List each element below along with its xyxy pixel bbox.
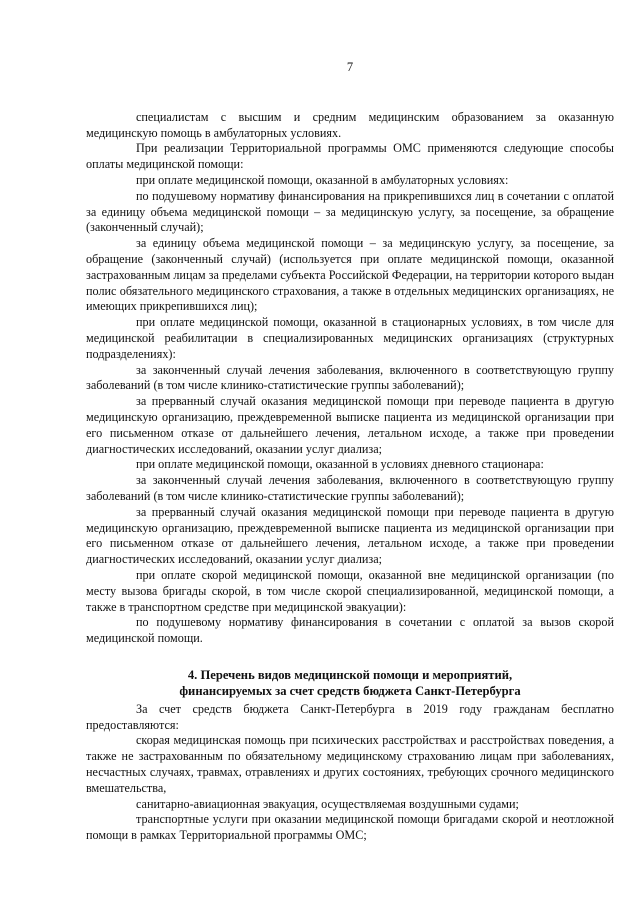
paragraph: по подушевому нормативу финансирования на прикрепившихся лиц в сочетании с оплатой за единицу объема медицинской помощи – за медицинскую услугу, за посещение, за обращение (законченный случай); (86, 188, 614, 235)
paragraph: специалистам с высшим и средним медицинским образованием за оказанную медицинскую помощь в амбулаторных условиях. (86, 109, 614, 140)
paragraph: при оплате медицинской помощи, оказанной в стационарных условиях, в том числе для медицинской реабилитации в специализированных медицинских организациях (структурных подразделениях): (86, 315, 614, 361)
paragraph: при оплате медицинской помощи, оказанной в амбулаторных условиях: (136, 172, 509, 187)
section-heading-line: финансируемых за счет средств бюджета Санкт-Петербурга (179, 684, 521, 699)
payment-methods-section (86, 110, 614, 647)
paragraph: за законченный случай лечения заболевания, включенного в соответствующую группу заболеваний (в том числе клинико-статистические группы заболеваний); (86, 473, 614, 503)
paragraph: санитарно-авиационная эвакуация, осуществляемая воздушными судами; (136, 796, 519, 811)
paragraph: за прерванный случай оказания медицинской помощи при переводе пациента в другую медицинскую организацию, преждевременной выписке пациента из медицинской организации при его письменном отказе от дальнейшего лечения, летальном исходе, а также при проведении диагностических исследований, оказании услуг диализа; (86, 504, 614, 567)
paragraph: скорая медицинская помощь при психических расстройствах и расстройствах поведения, а также не застрахованным по обязательному медицинскому страхованию лицам при заболеваниях, несчастных случаях, травмах, отравлениях и других состояниях, требующих срочного медицинского вмешательства, (86, 733, 614, 795)
paragraph: За счет средств бюджета Санкт-Петербурга в 2019 году гражданам бесплатно предоставляются: (86, 701, 614, 732)
section-heading-line: 4. Перечень видов медицинской помощи и мероприятий, (187, 667, 513, 682)
section-heading (86, 667, 614, 700)
paragraph: за законченный случай лечения заболевания, включенного в соответствующую группу заболеваний (в том числе клинико-статистические группы заболеваний); (86, 362, 614, 393)
paragraph: при оплате скорой медицинской помощи, оказанной вне медицинской организации (по месту вызова бригады скорой, в том числе скорой специализированной, медицинской помощи, а также в транспортном средстве при медицинской эвакуации): (86, 567, 614, 614)
page-number: 7 (346, 60, 354, 74)
paragraph: по подушевому нормативу финансирования в сочетании с оплатой за вызов скорой медицинской помощи. (86, 615, 614, 646)
budget-funded-section (86, 702, 614, 844)
paragraph: транспортные услуги при оказании медицинской помощи бригадами скорой и неотложной помощи в рамках Территориальной программы ОМС; (86, 812, 614, 843)
paragraph: При реализации Территориальной программы ОМС применяются следующие способы оплаты медицинской помощи: (86, 141, 614, 172)
paragraph: за прерванный случай оказания медицинской помощи при переводе пациента в другую медицинскую организацию, преждевременной выписке пациента из медицинской организации при его письменном отказе от дальнейшего лечения, летальном исходе, а также при проведении диагностических исследований, оказании услуг диализа; (86, 394, 614, 456)
paragraph: за единицу объема медицинской помощи – за медицинскую услугу, за посещение, за обращение (законченный случай) (используется при оплате медицинской помощи, оказанной застрахованным лицам за пределами субъекта Российской Федерации, на территории которого выдан полис обязательного медицинского страхования, а также в отдельных медицинских организациях, не имеющих прикрепившихся лиц); (86, 236, 614, 314)
paragraph: при оплате медицинской помощи, оказанной в условиях дневного стационара: (136, 457, 544, 472)
